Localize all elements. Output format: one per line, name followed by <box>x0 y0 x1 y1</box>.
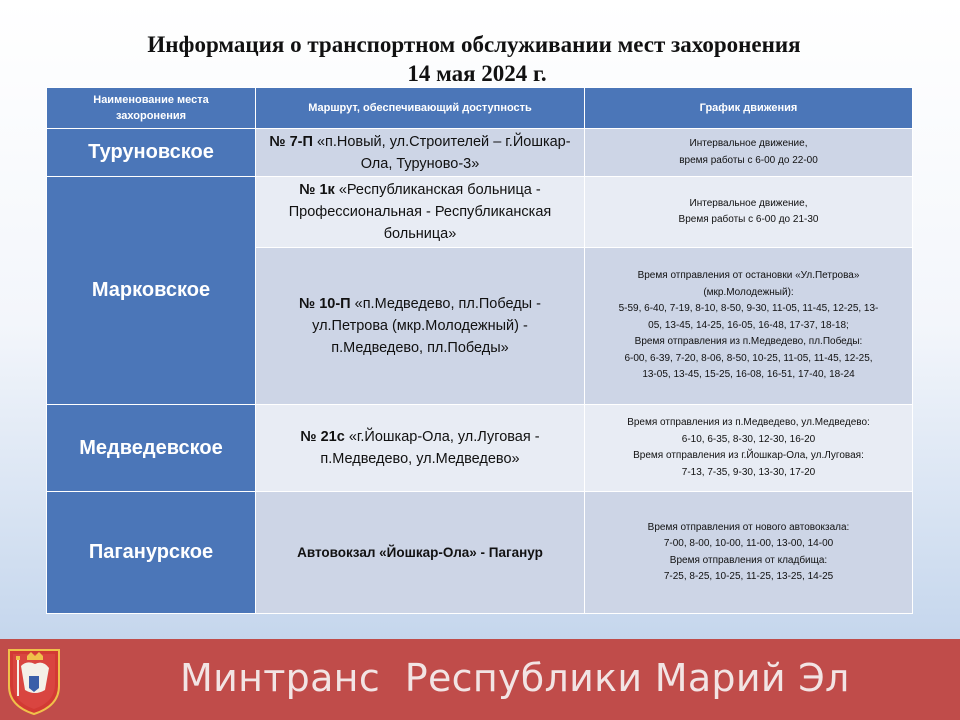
schedule-cell <box>585 492 913 614</box>
table-row <box>47 405 913 492</box>
schedule-cell <box>585 129 913 177</box>
schedule-line: Время отправления из г.Йошкар-Ола, ул.Луговая: <box>633 450 864 461</box>
header-schedule: График движения <box>585 88 913 129</box>
table-row <box>47 492 913 614</box>
table-header-row <box>47 88 913 129</box>
route-cell <box>256 129 585 177</box>
route-number: № 1к <box>299 182 335 198</box>
route-description: Автовокзал «Йошкар-Ола» - Паганур <box>297 544 543 560</box>
schedule-line: (мкр.Молодежный): <box>703 286 794 298</box>
schedule-line: Время работы с 6-00 до 21-30 <box>678 214 819 225</box>
schedule-line: Время отправления от остановки «Ул.Петрова» <box>637 270 860 282</box>
schedule-cell <box>585 405 913 492</box>
title-date: 14 мая 2024 г. <box>407 61 547 86</box>
schedule-line: 6-00, 6-39, 7-20, 8-06, 8-50, 10-25, 11-05, 11-45, 12-25, <box>624 352 873 364</box>
route-cell <box>256 405 585 492</box>
route-number: № 21с <box>300 429 345 445</box>
title-line-1: Информация о транспортном обслуживании мест захоронения <box>147 32 801 57</box>
route-description: «п.Медведево, пл.Победы - ул.Петрова (мкр.Молодежный) - п.Медведево, пл.Победы» <box>312 296 541 356</box>
schedule-line: Интервальное движение, <box>689 197 808 209</box>
schedule-line: 13-05, 13-45, 15-25, 16-08, 16-51, 17-40, 18-24 <box>642 369 855 381</box>
route-cell <box>256 248 585 405</box>
header-place: Наименование места захоронения <box>47 88 256 129</box>
route-cell <box>256 177 585 248</box>
schedule-cell <box>585 177 913 248</box>
table-row <box>47 177 913 248</box>
route-description: «г.Йошкар-Ола, ул.Луговая - п.Медведево, ул.Медведево» <box>320 429 540 467</box>
route-number: № 7-П <box>269 133 313 150</box>
schedule-line: 7-13, 7-35, 9-30, 13-30, 17-20 <box>681 466 816 478</box>
schedule-cell <box>585 248 913 405</box>
footer-title: Минтранс Республики Марий Эл <box>180 656 850 700</box>
place-cell: Паганурское <box>47 492 256 614</box>
page-title <box>0 30 960 88</box>
schedule-line: 5-59, 6-40, 7-19, 8-10, 8-50, 9-30, 11-05, 11-45, 12-25, 13- <box>618 303 879 315</box>
footer-banner <box>0 639 960 720</box>
schedule-line: 7-25, 8-25, 10-25, 11-25, 13-25, 14-25 <box>663 571 834 582</box>
mari-el-coat-of-arms-icon <box>5 646 63 716</box>
route-number: № 10-П <box>299 296 351 312</box>
schedule-line: время работы с 6-00 до 22-00 <box>679 154 818 166</box>
route-description: «п.Новый, ул.Строителей – г.Йошкар-Ола, Туруново-3» <box>312 133 571 172</box>
burial-transport-table <box>46 87 913 614</box>
schedule-line: Время отправления из п.Медведево, пл.Победы: <box>634 336 863 348</box>
header-route: Маршрут, обеспечивающий доступность <box>256 88 585 129</box>
schedule-line: 6-10, 6-35, 8-30, 12-30, 16-20 <box>681 433 816 445</box>
schedule-line: Время отправления от кладбища: <box>669 554 828 566</box>
place-cell: Медведевское <box>47 405 256 492</box>
route-cell <box>256 492 585 614</box>
table-row <box>47 129 913 177</box>
schedule-line: Время отправления из п.Медведево, ул.Медведево: <box>627 417 870 428</box>
schedule-line: 05, 13-45, 14-25, 16-05, 16-48, 17-37, 18-18; <box>648 319 849 331</box>
schedule-line: Время отправления от нового автовокзала: <box>647 521 850 533</box>
route-description: «Республиканская больница - Профессиональная - Республиканская больница» <box>288 182 552 242</box>
schedule-line: Интервальное движение, <box>689 138 808 149</box>
place-cell: Марковское <box>47 177 256 405</box>
place-cell: Туруновское <box>47 129 256 177</box>
schedule-line: 7-00, 8-00, 10-00, 11-00, 13-00, 14-00 <box>663 538 834 549</box>
